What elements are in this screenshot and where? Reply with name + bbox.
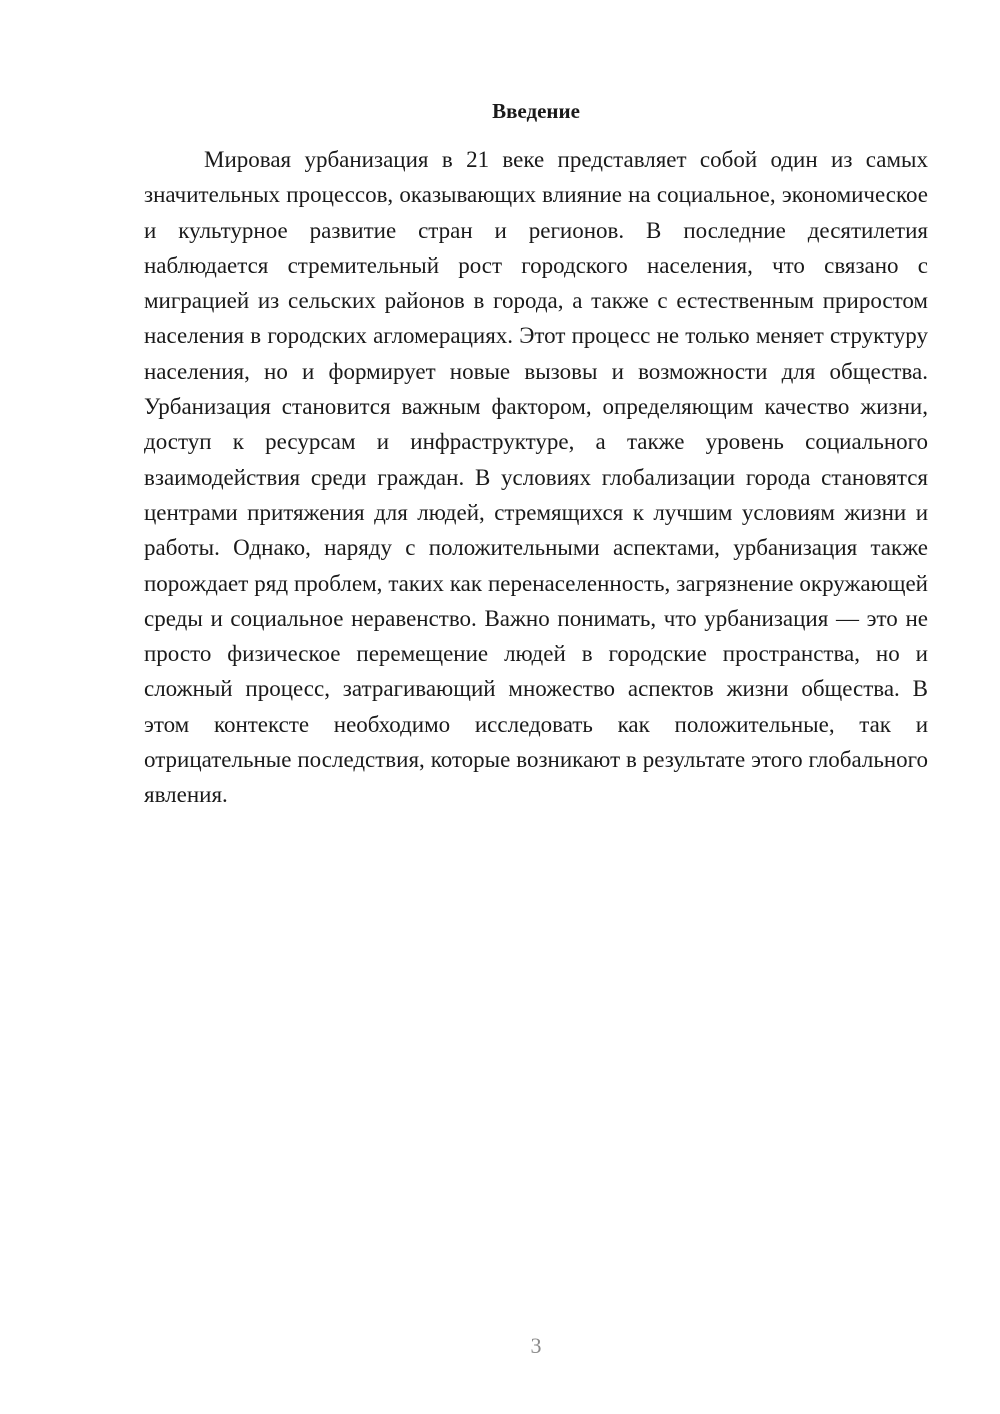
section-heading: Введение bbox=[492, 99, 580, 123]
body-paragraph: Мировая урбанизация в 21 веке представляет собой один из самых значительных процессов, оказывающих влияние на социальное, экономическое и культурное развитие стран и регионов. В последние десятилетия наблюдается стремительный рост городского населения, что связано с миграцией из сельских районов в города, а также с естественным приростом населения в городских агломерациях. Этот процесс не только меняет структуру населения, но и формирует новые вызовы и возможности для общества. Урбанизация становится важным фактором, определяющим качество жизни, доступ к ресурсам и инфраструктуре, а также уровень социального взаимодействия среди граждан. В условиях глобализации города становятся центрами притяжения для людей, стремящихся к лучшим условиям жизни и работы. Однако, наряду с положительными аспектами, урбанизация также порождает ряд проблем, таких как перенаселенность, загрязнение окружающей среды и социальное неравенство. Важно понимать, что урбанизация — это не просто физическое перемещение людей в городские пространства, но и сложный процесс, затрагивающий множество аспектов жизни общества. В этом контексте необходимо исследовать как положительные, так и отрицательные последствия, которые возникают в результате этого глобального явления. bbox=[144, 147, 928, 808]
page-number: 3 bbox=[530, 1333, 542, 1358]
